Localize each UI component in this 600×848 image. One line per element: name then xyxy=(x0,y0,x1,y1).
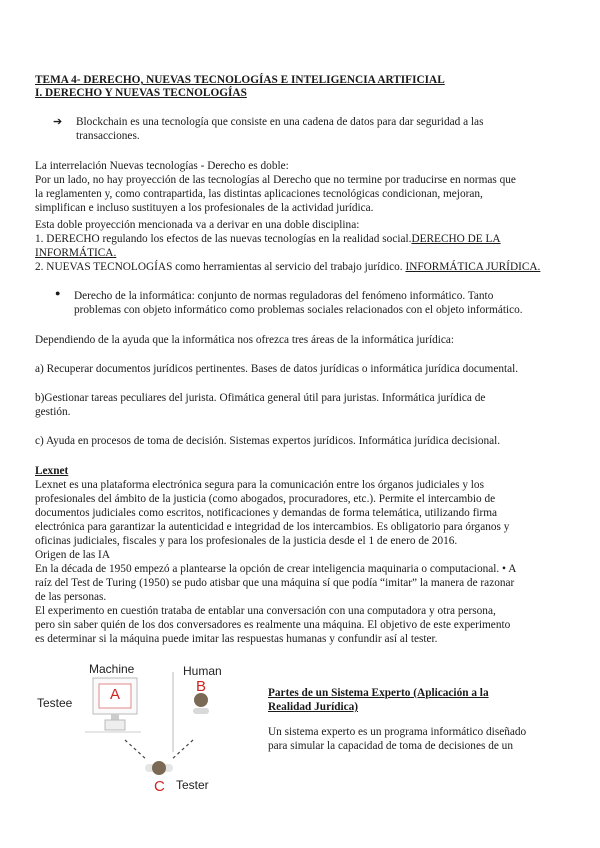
sistema-experto-heading-2: Realidad Jurídica) xyxy=(268,701,359,713)
lexnet-heading: Lexnet xyxy=(35,465,69,477)
derecho-informatica-term: DERECHO DE LA xyxy=(411,233,501,245)
list-item-1-text: 1. DERECHO regulando los efectos de las nuevas tecnologías en la realidad social. xyxy=(35,233,412,245)
paragraph-line: simplifican e incluso sustituyen a los profesionales de la actividad jurídica. xyxy=(35,202,374,214)
list-item-1 xyxy=(35,232,501,246)
document-title: TEMA 4- DERECHO, NUEVAS TECNOLOGÍAS E INTELIGENCIA ARTIFICIAL xyxy=(35,74,445,86)
paragraph-line: para simular la capacidad de toma de decisiones de un xyxy=(268,740,513,752)
paragraph-line: Por un lado, no hay proyección de las tecnologías al Derecho que no termine por traducirse en normas que xyxy=(35,174,516,186)
label-b: B xyxy=(196,678,207,695)
paragraph-line: raíz del Test de Turing (1950) se pudo atisbar que una máquina sí que podía “imitar” la manera de razonar xyxy=(35,577,515,589)
area-b: b)Gestionar tareas peculiares del jurista. Ofimática general útil para juristas. Informática jurídica de xyxy=(35,392,486,404)
paragraph-line: Dependiendo de la ayuda que la informática nos ofrezca tres áreas de la informática jurídica: xyxy=(35,334,455,346)
dot-bullet-icon: ● xyxy=(55,288,61,298)
human-desk-icon xyxy=(193,708,209,714)
derecho-informatica-term-cont: INFORMÁTICA. xyxy=(35,247,117,259)
origen-heading: Origen de las IA xyxy=(35,549,110,561)
sistema-experto-heading-1: Partes de un Sistema Experto (Aplicación a la xyxy=(268,687,489,699)
paragraph-line: profesionales del ámbito de la justicia (como abogados, procuradores, etc.). Permite el intercambio de xyxy=(35,493,496,505)
tester-label: Tester xyxy=(176,778,209,792)
list-item-2-text: 2. NUEVAS TECNOLOGÍAS como herramientas al servicio del trabajo jurídico. xyxy=(35,261,403,273)
paragraph-line: Un sistema experto es un programa informático diseñado xyxy=(268,726,527,738)
paragraph-line: pero sin saber quién de los dos conversadores es realmente una máquina. El objetivo de este experimento xyxy=(35,619,511,631)
label-a: A xyxy=(110,686,121,703)
section-title: I. DERECHO Y NUEVAS TECNOLOGÍAS xyxy=(35,87,247,99)
turing-test-diagram xyxy=(33,660,233,800)
testee-label: Testee xyxy=(37,696,73,710)
paragraph-line: oficinas judiciales, fiscales y para los profesionales de la justicia desde el 1 de enero de 2016. xyxy=(35,535,458,547)
blockchain-text-1: Blockchain es una tecnología que consiste en una cadena de datos para dar seguridad a las xyxy=(76,116,484,128)
bullet-text-2: problemas con objeto informático como problemas sociales relacionados con el objeto informático. xyxy=(74,304,523,316)
label-c: C xyxy=(154,778,165,795)
area-b-cont: gestión. xyxy=(35,406,71,418)
blockchain-text-2: transacciones. xyxy=(76,130,140,142)
machine-label: Machine xyxy=(89,662,135,676)
area-c: c) Ayuda en procesos de toma de decisión. Sistemas expertos jurídicos. Informática jurídica decisional. xyxy=(35,435,501,447)
computer-base-icon xyxy=(105,720,125,730)
list-item-2 xyxy=(35,260,540,274)
informatica-juridica-term: INFORMÁTICA JURÍDICA. xyxy=(405,261,541,273)
monitor-stand-icon xyxy=(111,714,119,720)
paragraph-line: documentos judiciales como escritos, notificaciones y demandas de forma telemática, utilizando firma xyxy=(35,507,498,519)
paragraph-line: Esta doble proyección mencionada va a derivar en una doble disciplina: xyxy=(35,219,360,231)
paragraph-line: El experimento en cuestión trataba de entablar una conversación con una computadora y otra persona, xyxy=(35,605,496,617)
paragraph-line: electrónica para garantizar la autenticidad e integridad de los intercambios. Es obligatorio para órganos y xyxy=(35,521,510,533)
link-machine-tester xyxy=(125,740,147,760)
paragraph-line: La interrelación Nuevas tecnologías - Derecho es doble: xyxy=(35,160,289,172)
paragraph-line: Lexnet es una plataforma electrónica segura para la comunicación entre los órganos judiciales y los xyxy=(35,479,484,491)
bullet-text-1: Derecho de la informática: conjunto de normas reguladoras del fenómeno informático. Tanto xyxy=(74,290,494,302)
paragraph-line: En la década de 1950 empezó a plantearse la opción de crear inteligencia maquinaria o computacional. • A xyxy=(35,563,517,575)
tester-head-icon xyxy=(152,761,166,775)
link-human-tester xyxy=(171,740,193,760)
arrow-bullet-icon: ➔ xyxy=(53,116,63,128)
human-label: Human xyxy=(183,664,222,678)
human-head-icon xyxy=(194,693,208,707)
paragraph-line: de las personas. xyxy=(35,591,107,603)
paragraph-line: la reglamenten y, como contrapartida, las distintas aplicaciones tecnológicas condicionan, mejoran, xyxy=(35,188,483,200)
area-a: a) Recuperar documentos jurídicos pertinentes. Bases de datos jurídicas o informática jurídica documental. xyxy=(35,363,519,375)
paragraph-line: es determinar si la máquina puede imitar las respuestas humanas y confundir así al tester. xyxy=(35,633,438,645)
